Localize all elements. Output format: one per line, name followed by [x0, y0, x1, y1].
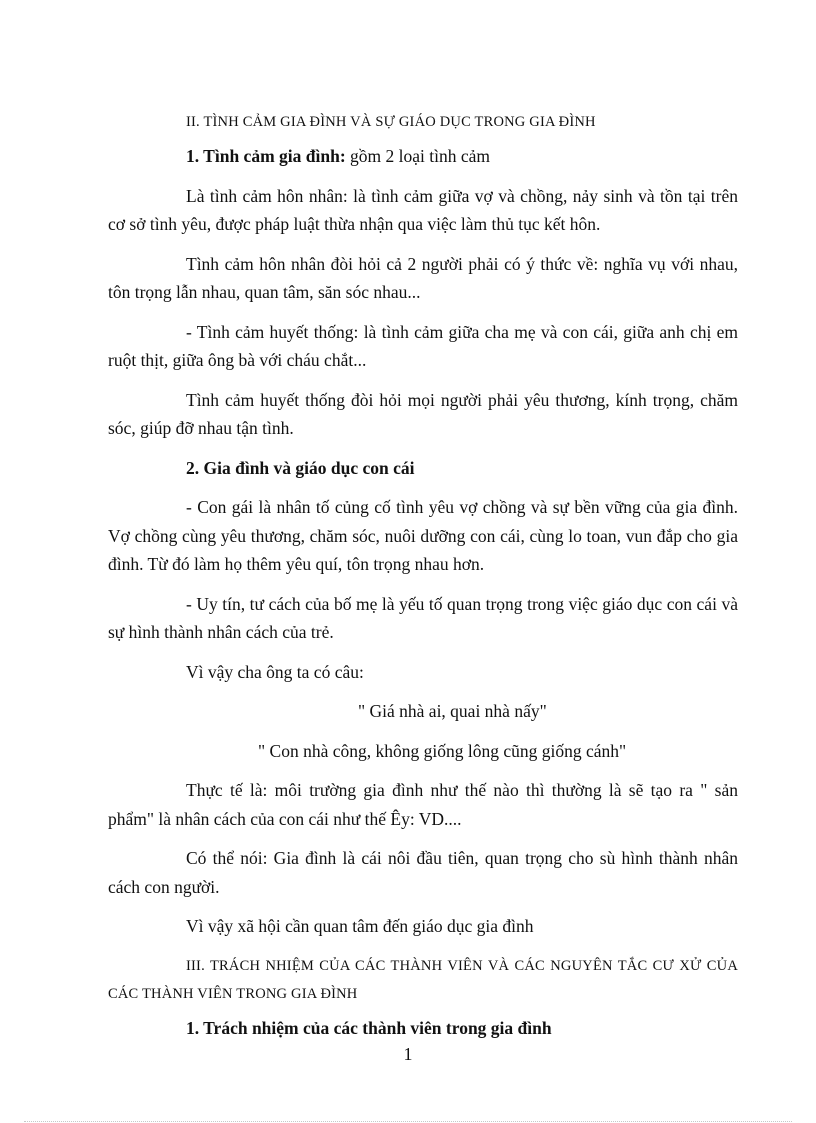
paragraph-blood-ties-duty: Tình cảm huyết thống đòi hỏi mọi người phải yêu thương, kính trọng, chăm sóc, giúp đỡ nhau tận tình.	[108, 389, 738, 438]
paragraph-parents-reputation: - Uy tín, tư cách của bố mẹ là yếu tố quan trọng trong việc giáo dục con cái và sự hình thành nhân cách của trẻ.	[108, 593, 738, 642]
page-number: 1	[403, 1044, 413, 1064]
paragraph-marital-love: Là tình cảm hôn nhân: là tình cảm giữa vợ và chồng, nảy sinh và tồn tại trên cơ sở tình yêu, được pháp luật thừa nhận qua việc làm thủ tục kết hôn.	[108, 185, 738, 234]
subheading-label: 1. Tình cảm gia đình:	[186, 146, 346, 166]
page-body	[108, 108, 738, 1053]
subheading-text: gồm 2 loại tình cảm	[345, 146, 491, 166]
paragraph-proverb-intro: Vì vậy cha ông ta có câu:	[186, 661, 364, 682]
paragraph-blood-ties: - Tình cảm huyết thống: là tình cảm giữa cha mẹ và con cái, giữa anh chị em ruột thịt, giữa ông bà với cháu chắt...	[108, 321, 738, 370]
subheading-family-feelings	[108, 142, 738, 171]
paragraph-society: Vì vậy xã hội cần quan tâm đến giáo dục gia đình	[186, 916, 534, 936]
subheading-member-responsibility: 1. Trách nhiệm của các thành viên trong gia đình	[186, 1017, 552, 1038]
paragraph-marital-duty: Tình cảm hôn nhân đòi hỏi cả 2 người phải có ý thức về: nghĩa vụ với nhau, tôn trọng lẫn nhau, quan tâm, săn sóc nhau...	[108, 253, 738, 302]
paragraph-children: - Con gái là nhân tố củng cố tình yêu vợ chồng và sự bền vững của gia đình. Vợ chồng cùng yêu thương, chăm sóc, nuôi dưỡng con cái, cùng lo toan, vun đắp cho gia đình. Từ đó làm họ thêm yêu quí, tôn trọng nhau hơn.	[108, 497, 738, 574]
proverb-quote-1: " Giá nhà ai, quai nhà nấy"	[358, 701, 547, 721]
section-heading-ii: II. TÌNH CẢM GIA ĐÌNH VÀ SỰ GIÁO DỤC TRONG GIA ĐÌNH	[186, 114, 596, 130]
page-bottom-divider	[24, 1121, 792, 1122]
paragraph-reality: Thực tế là: môi trường gia đình như thế nào thì thường là sẽ tạo ra " sản phẩm" là nhân cách của con cái như thế Êy: VD....	[108, 780, 738, 829]
proverb-quote-2: " Con nhà công, không giống lông cũng giống cánh"	[258, 740, 627, 761]
paragraph-cradle: Có thể nói: Gia đình là cái nôi đầu tiên, quan trọng cho sù hình thành nhân cách con người.	[108, 848, 738, 897]
subheading-family-education: 2. Gia đình và giáo dục con cái	[186, 457, 415, 478]
section-heading-iii: III. TRÁCH NHIỆM CỦA CÁC THÀNH VIÊN VÀ CÁC NGUYÊN TẮC CƯ XỬ CỦA CÁC THÀNH VIÊN TRONG GIA ĐÌNH	[108, 957, 738, 1002]
